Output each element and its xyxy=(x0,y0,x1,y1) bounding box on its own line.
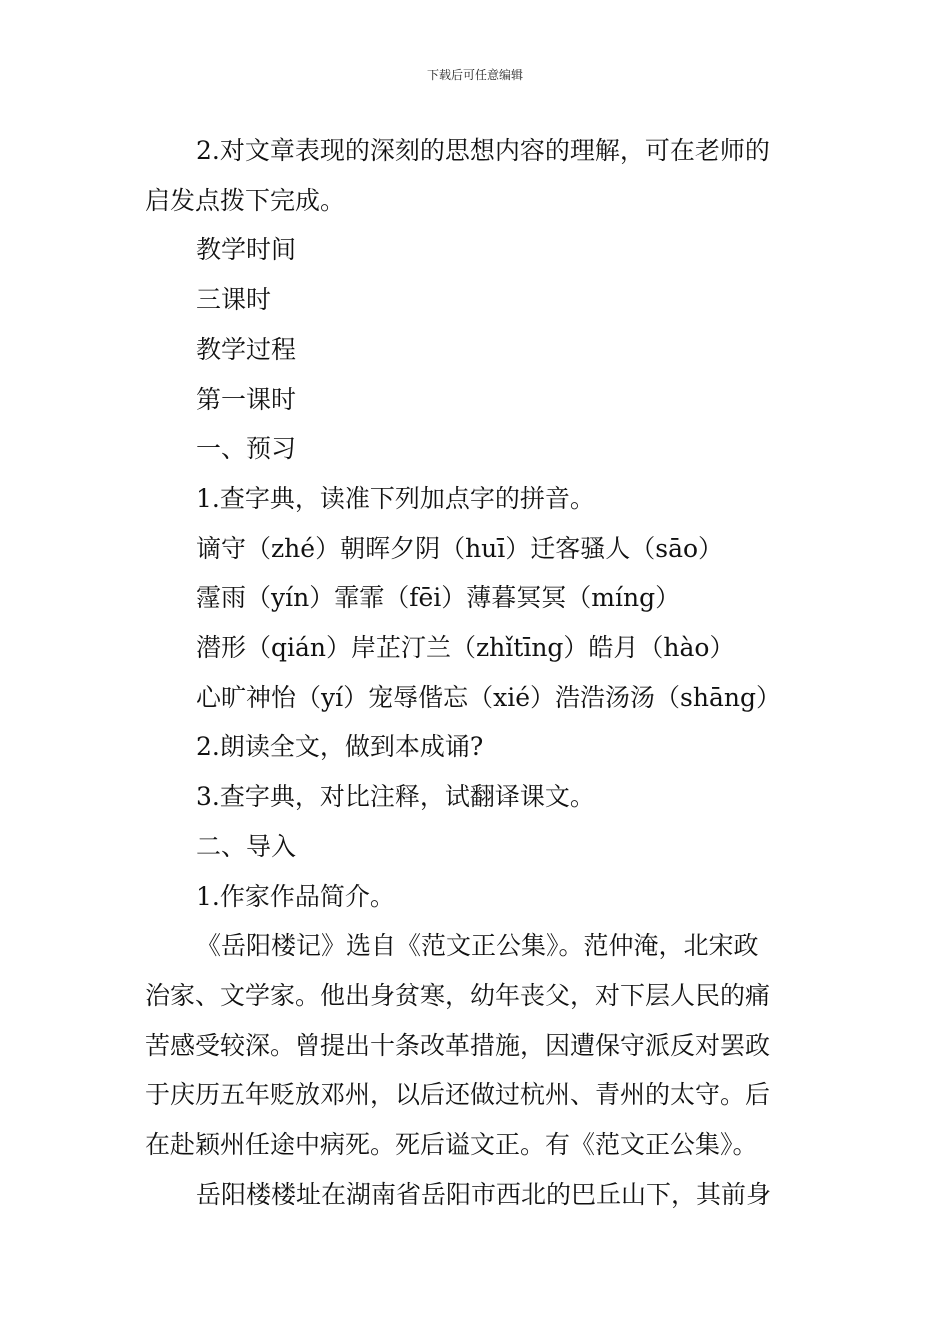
paragraph-line: 《岳阳楼记》选自《范文正公集》。范仲淹，北宋政 xyxy=(196,931,759,961)
paragraph-line: 霪雨（yín）霏霏（fēi）薄暮冥冥（míng） xyxy=(196,583,681,613)
paragraph-line: 治家、文学家。他出身贫寒，幼年丧父，对下层人民的痛 xyxy=(145,980,771,1010)
paragraph-line: 三课时 xyxy=(196,285,272,315)
paragraph-line: 1.作家作品简介。 xyxy=(196,881,395,911)
paragraph-line: 在赴颖州任途中病死。死后谥文正。有《范文正公集》。 xyxy=(145,1130,758,1159)
paragraph-line: 2.对文章表现的深刻的思想内容的理解，可在老师的 xyxy=(196,136,770,165)
paragraph-line: 一、预习 xyxy=(196,434,297,464)
paragraph-line: 2.朗读全文，做到本成诵? xyxy=(196,732,484,762)
paragraph-line: 苦感受较深。曾提出十条改革措施，因遭保守派反对罢政 xyxy=(145,1030,771,1060)
paragraph-line: 教学过程 xyxy=(196,334,297,364)
paragraph-line: 谪守（zhé）朝晖夕阴（huī）迁客骚人（sāo） xyxy=(196,533,724,563)
paragraph-line: 启发点拨下完成。 xyxy=(145,185,346,215)
paragraph-line: 3.查字典，对比注释，试翻译课文。 xyxy=(196,782,595,812)
paragraph-line: 于庆历五年贬放邓州，以后还做过杭州、青州的太守。后 xyxy=(145,1080,771,1110)
paragraph-line: 心旷神怡（yí）宠辱偕忘（xié）浩浩汤汤（shāng） xyxy=(196,682,781,712)
paragraph-line: 潜形（qián）岸芷汀兰（zhǐtīng）皓月（hào） xyxy=(196,633,735,662)
page-header: 下载后可任意编辑 xyxy=(426,68,523,82)
paragraph-line: 教学时间 xyxy=(196,235,297,265)
paragraph-line: 岳阳楼楼址在湖南省岳阳市西北的巴丘山下，其前身 xyxy=(196,1179,772,1209)
paragraph-line: 二、导入 xyxy=(196,831,297,861)
paragraph-line: 1.查字典，读准下列加点字的拼音。 xyxy=(196,483,595,513)
paragraph-line: 第一课时 xyxy=(196,384,297,414)
